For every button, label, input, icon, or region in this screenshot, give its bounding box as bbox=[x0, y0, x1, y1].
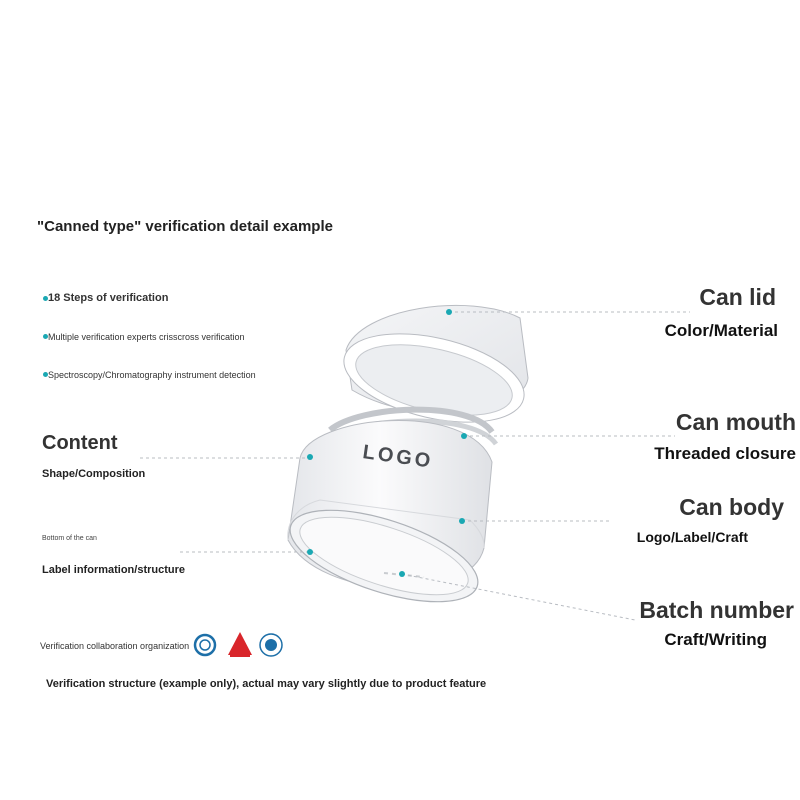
can-logo-text: LOGO bbox=[361, 441, 435, 473]
mouth-subtitle: Threaded closure bbox=[654, 444, 796, 463]
org-logo-triangle-icon bbox=[228, 632, 252, 656]
step-item: Spectroscopy/Chromatography instrument detection bbox=[48, 370, 256, 380]
content-title: Content bbox=[42, 432, 118, 454]
batch-subtitle: Craft/Writing bbox=[664, 630, 767, 649]
step-item: Multiple verification experts crisscross verification bbox=[48, 332, 245, 342]
step-item: 18 Steps of verification bbox=[48, 292, 169, 304]
body-title: Can body bbox=[679, 494, 784, 520]
org-logo-c-icon bbox=[195, 635, 215, 655]
batch-title: Batch number bbox=[639, 597, 794, 623]
bottom-subtitle: Label information/structure bbox=[42, 564, 186, 576]
footnote: Verification structure (example only), actual may vary slightly due to product feature bbox=[46, 678, 487, 690]
org-logo-seal-icon bbox=[260, 634, 282, 656]
page-title: "Canned type" verification detail example bbox=[37, 218, 333, 235]
mouth-title: Can mouth bbox=[675, 409, 796, 435]
lid-title: Can lid bbox=[699, 284, 776, 310]
bottom-title: Bottom of the can bbox=[42, 535, 97, 542]
content-subtitle: Shape/Composition bbox=[42, 468, 146, 480]
collaboration-label: Verification collaboration organization bbox=[40, 641, 190, 651]
body-subtitle: Logo/Label/Craft bbox=[636, 529, 748, 545]
lid-subtitle: Color/Material bbox=[664, 321, 778, 340]
